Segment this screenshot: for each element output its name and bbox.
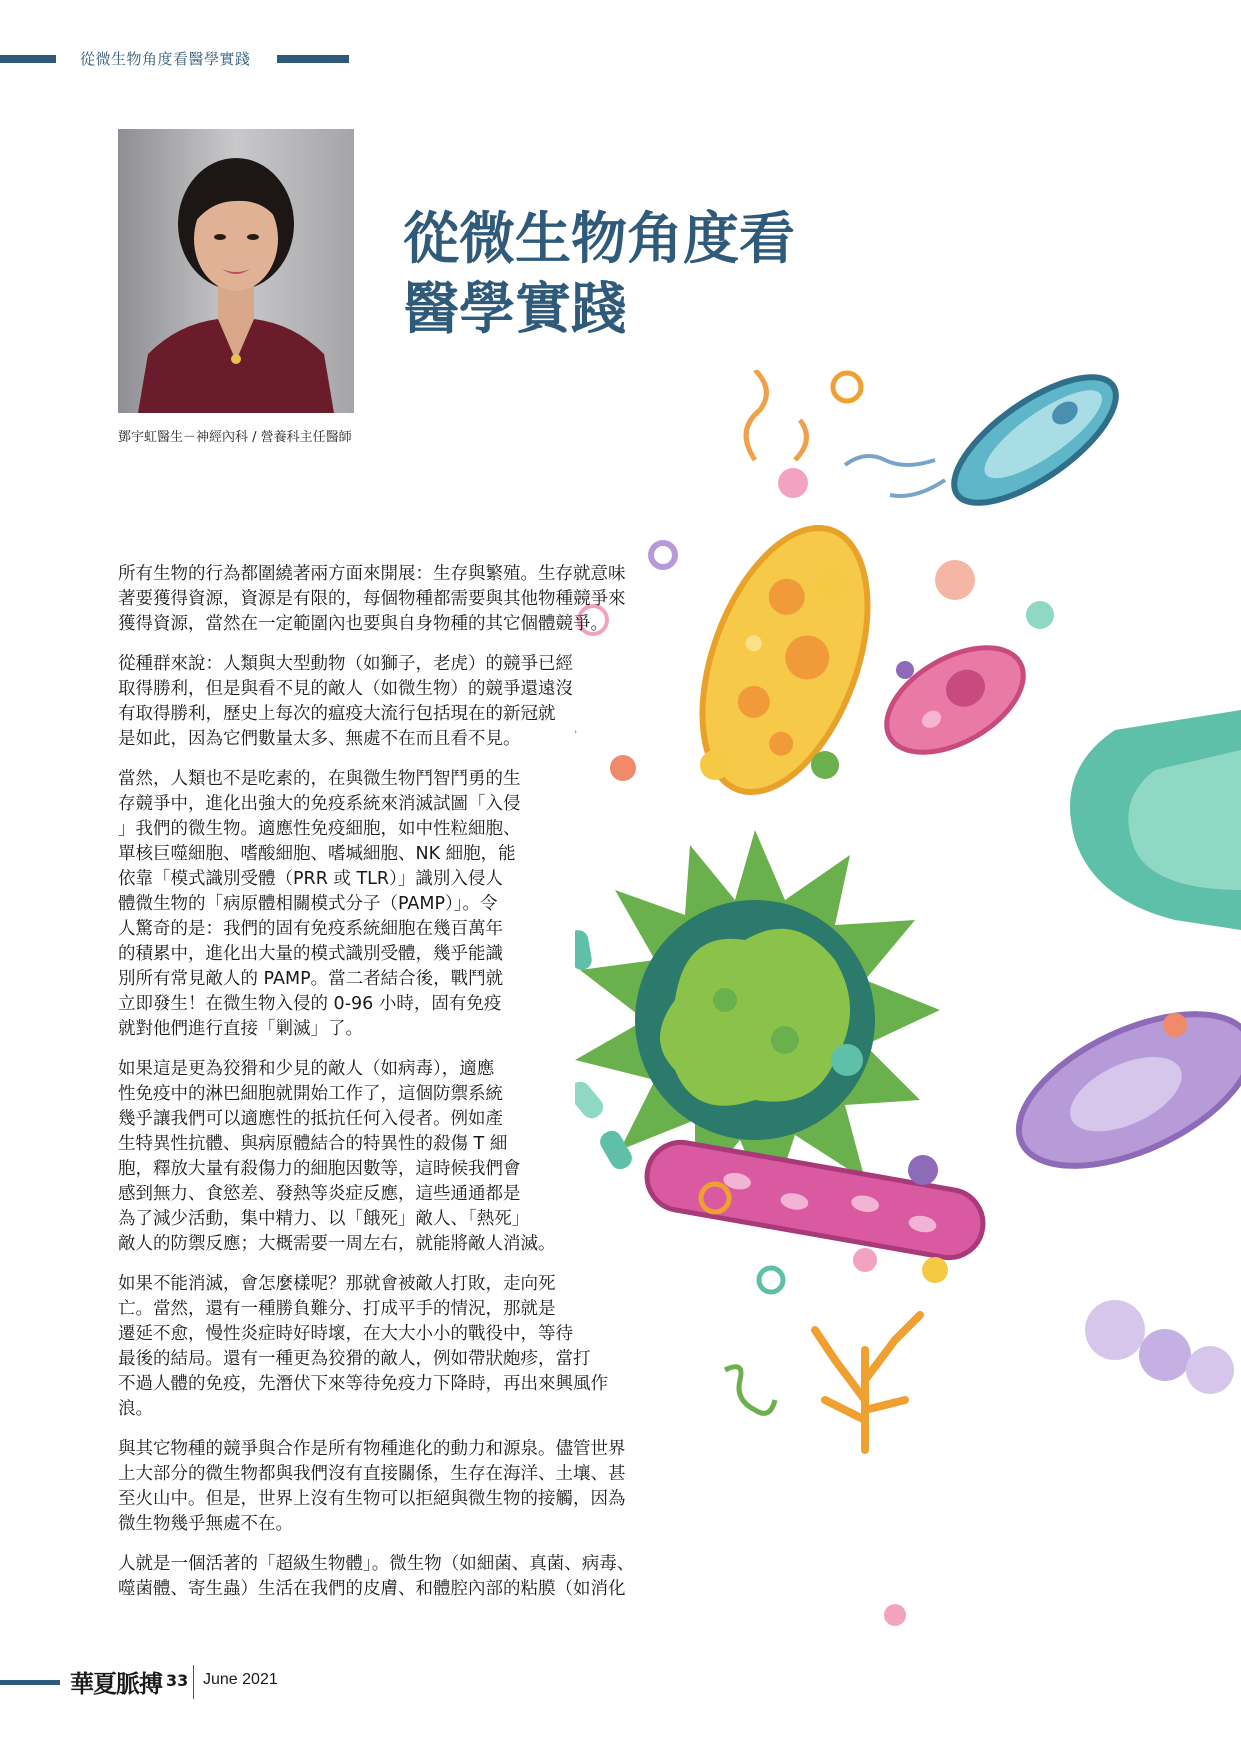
title-line-2: 醫學實踐 — [403, 277, 627, 342]
text-line: 獲得資源，當然在一定範圍內也要與自身物種的其它個體競爭。 — [118, 614, 608, 634]
footer-divider — [193, 1665, 194, 1699]
text-line: 當然，人類也不是吃素的，在與微生物鬥智鬥勇的生 — [118, 769, 521, 789]
paragraph — [118, 1272, 713, 1422]
text-line: 取得勝利，但是與看不見的敵人（如微生物）的競爭還遠沒 — [118, 679, 573, 699]
text-line: 單核巨噬細胞、嗜酸細胞、嗜堿細胞、NK 細胞，能 — [118, 844, 516, 864]
text-line: 為了減少活動，集中精力、以「餓死」敵人、「熱死」 — [118, 1209, 530, 1229]
paragraph — [118, 562, 713, 637]
text-line: 浪。 — [118, 1399, 153, 1419]
text-line: 不過人體的免疫，先潛伏下來等待免疫力下降時，再出來興風作 — [118, 1374, 608, 1394]
paragraph — [118, 767, 713, 1042]
text-line: 亡。當然，還有一種勝負難分、打成平手的情況，那就是 — [118, 1299, 556, 1319]
article-body — [118, 562, 713, 1617]
text-line: 從種群來說：人類與大型動物（如獅子，老虎）的競爭已經 — [118, 654, 573, 674]
text-line: 所有生物的行為都圍繞著兩方面來開展：生存與繁殖。生存就意味 — [118, 564, 626, 584]
magazine-logo: 華夏脈搏 — [70, 1669, 162, 1698]
paragraph — [118, 1552, 713, 1602]
text-line: 是如此，因為它們數量太多、無處不在而且看不見。 — [118, 729, 521, 749]
text-line: 遷延不愈，慢性炎症時好時壞，在大大小小的戰役中，等待 — [118, 1324, 573, 1344]
text-line: 噬菌體、寄生蟲）生活在我們的皮膚、和體腔內部的粘膜（如消化 — [118, 1579, 626, 1599]
text-line: 微生物幾乎無處不在。 — [118, 1514, 293, 1534]
text-line: 如果不能消滅，會怎麼樣呢？那就會被敵人打敗，走向死 — [118, 1274, 556, 1294]
text-line: 至火山中。但是，世界上沒有生物可以拒絕與微生物的接觸，因為 — [118, 1489, 626, 1509]
text-line: 感到無力、食慾差、發熱等炎症反應，這些通通都是 — [118, 1184, 521, 1204]
text-line: 幾乎讓我們可以適應性的抵抗任何入侵者。例如產 — [118, 1109, 503, 1129]
text-line: 立即發生！在微生物入侵的 0-96 小時，固有免疫 — [118, 994, 502, 1014]
text-line: 上大部分的微生物都與我們沒有直接關係，生存在海洋、土壤、甚 — [118, 1464, 626, 1484]
author-portrait — [118, 129, 354, 413]
text-line: 存競爭中，進化出強大的免疫系統來消滅試圖「入侵 — [118, 794, 521, 814]
header-bar-left — [0, 55, 56, 63]
text-line: 生特異性抗體、與病原體結合的特異性的殺傷 T 細 — [118, 1134, 508, 1154]
text-line: 別所有常見敵人的 PAMP。當二者結合後，戰鬥就 — [118, 969, 504, 989]
text-line: 體微生物的「病原體相關模式分子（PAMP）」。令 — [118, 894, 498, 914]
text-line: 依靠「模式識別受體（PRR 或 TLR）」識別入侵人 — [118, 869, 503, 889]
text-line: 人驚奇的是：我們的固有免疫系統細胞在幾百萬年 — [118, 919, 503, 939]
page-number: 33 — [166, 1671, 189, 1690]
paragraph — [118, 1437, 713, 1537]
footer-bar — [0, 1680, 60, 1685]
text-line: 敵人的防禦反應；大概需要一周左右，就能將敵人消滅。 — [118, 1234, 556, 1254]
text-line: 最後的結局。還有一種更為狡猾的敵人，例如帶狀皰疹，當打 — [118, 1349, 591, 1369]
text-line: 人就是一個活著的「超級生物體」。微生物（如細菌、真菌、病毒、 — [118, 1554, 635, 1574]
author-caption: 鄧宇虹醫生－神經內科 / 營養科主任醫師 — [118, 430, 352, 445]
text-line: 有取得勝利，歷史上每次的瘟疫大流行包括現在的新冠就 — [118, 704, 556, 724]
paragraph — [118, 1057, 713, 1257]
issue-date: June 2021 — [203, 1671, 278, 1688]
text-line: 」我們的微生物。適應性免疫細胞，如中性粒細胞、 — [118, 819, 521, 839]
text-line: 與其它物種的競爭與合作是所有物種進化的動力和源泉。儘管世界 — [118, 1439, 626, 1459]
running-title: 從微生物角度看醫學實踐 — [80, 50, 251, 68]
article-title — [403, 205, 795, 345]
title-line-1: 從微生物角度看 — [403, 207, 795, 272]
header-bar-right — [277, 55, 349, 63]
paragraph — [118, 652, 713, 752]
text-line: 性免疫中的淋巴細胞就開始工作了，這個防禦系統 — [118, 1084, 503, 1104]
text-line: 的積累中，進化出大量的模式識別受體，幾乎能識 — [118, 944, 503, 964]
text-line: 就對他們進行直接「剿滅」了。 — [118, 1019, 363, 1039]
text-line: 著要獲得資源，資源是有限的，每個物種都需要與其他物種競爭來 — [118, 589, 626, 609]
text-line: 胞，釋放大量有殺傷力的細胞因數等，這時候我們會 — [118, 1159, 521, 1179]
text-line: 如果這是更為狡猾和少見的敵人（如病毒），適應 — [118, 1059, 495, 1079]
